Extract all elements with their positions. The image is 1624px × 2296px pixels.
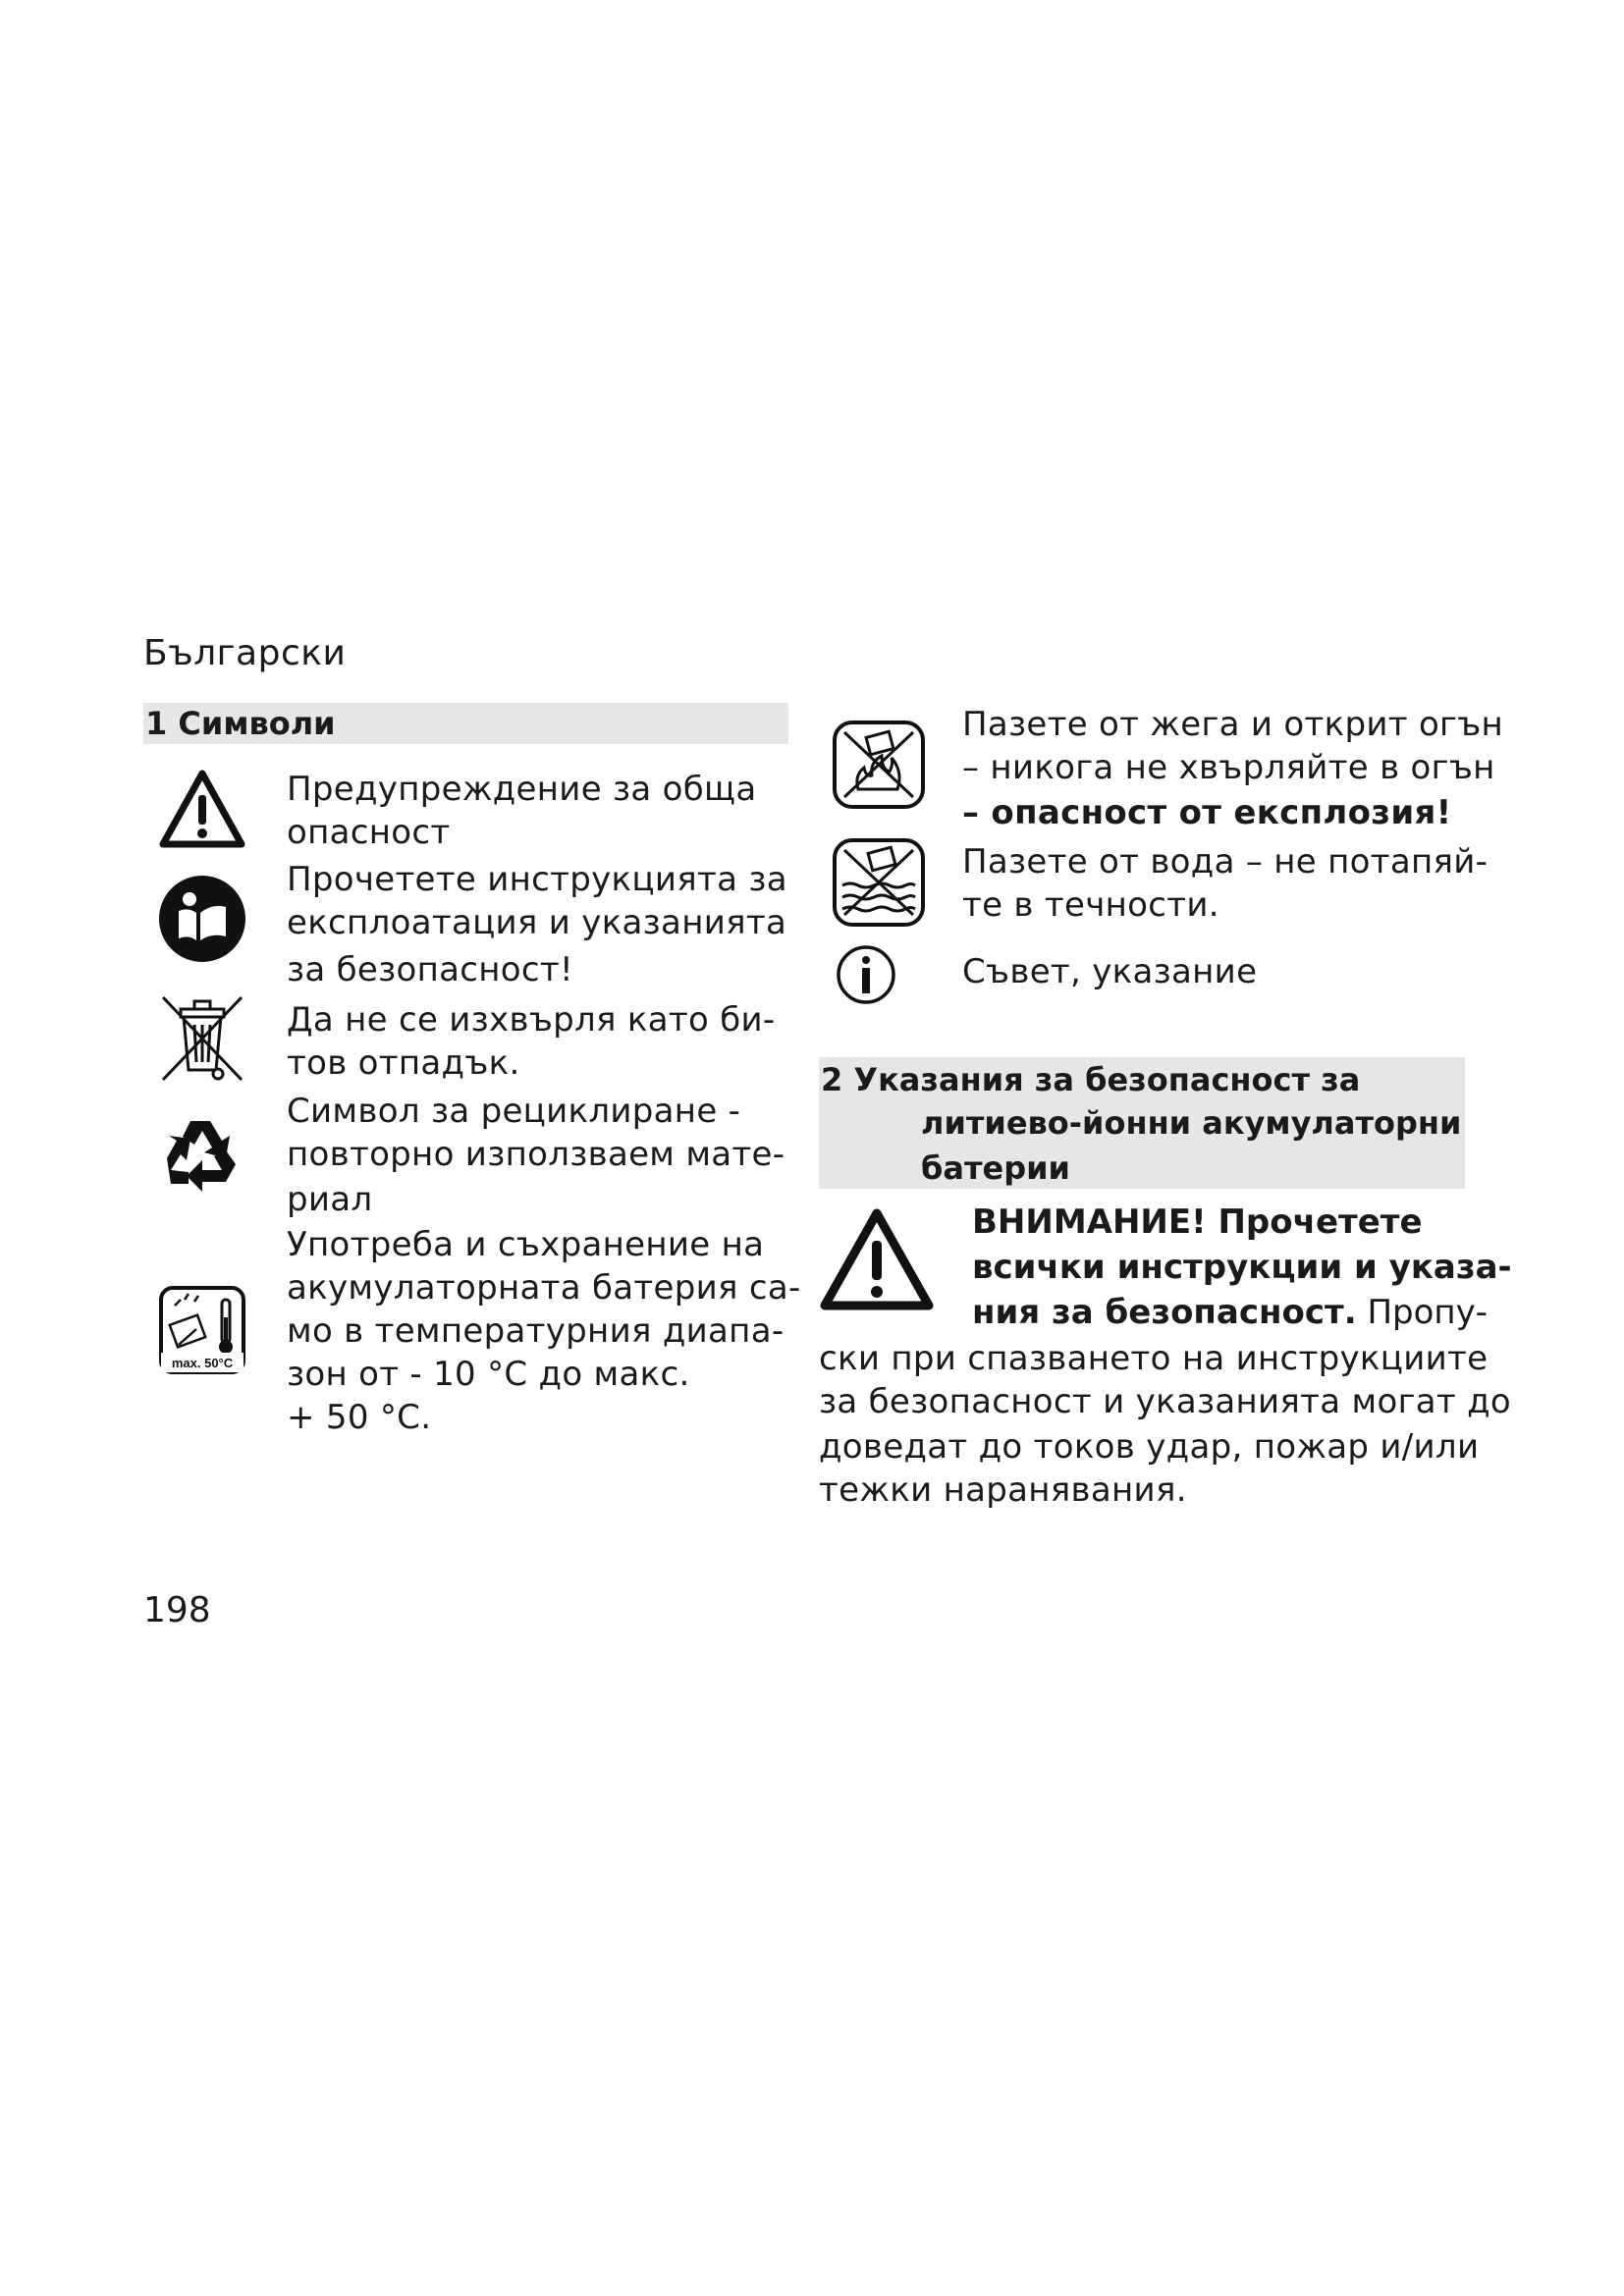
max-temp-label: max. 50°C (171, 1356, 234, 1370)
symbol-text-info: Съвет, указание (962, 952, 1258, 991)
section-2-heading (819, 1057, 1465, 1189)
section-2-title-line-1: 2 Указания за безопасност за (821, 1061, 1361, 1098)
symbol-text-temperature: Употреба и съхранение на акумулаторната батерия са- мо в температурния диапа- зон от - 10 °C до макс. + 50 °C. (287, 1225, 801, 1437)
temperature-battery-icon (157, 1284, 247, 1378)
crossed-bin-icon (157, 991, 247, 1086)
symbol-text-disposal: Да не се изхвърля като би- тов отпадък. (287, 1000, 776, 1083)
recycle-icon (157, 1113, 247, 1201)
symbol-text-no-water: Пазете от вода – не потапяй- те в течности. (962, 842, 1489, 925)
symbol-text-read-manual: Прочетете инструкцията за експлоатация и указанията за безопасност! (287, 860, 787, 989)
page-number: 198 (143, 1590, 211, 1630)
no-fire-icon (831, 719, 927, 811)
warning-body-text: ски при спазването на инструкциите за безопасност и указанията могат до доведат до токов удар, пожар и/или тежки наранявания. (819, 1339, 1511, 1510)
warning-triangle-large-icon (817, 1205, 937, 1313)
no-water-icon (831, 836, 927, 929)
info-icon (835, 944, 897, 1005)
warning-triangle-icon (157, 768, 247, 850)
symbol-text-no-fire: Пазете от жега и открит огън – никога не хвърляйте в огън – опасност от експлозия! (962, 705, 1504, 832)
section-2-title-line-2: литиево-йонни акумулаторни батерии (921, 1104, 1462, 1187)
symbol-text-recycle: Символ за рециклиране - повторно използваем мате- риал (287, 1092, 785, 1219)
language-label: Български (143, 633, 347, 673)
section-1-title: 1 Символи (145, 705, 336, 742)
section-1-heading (143, 703, 788, 744)
symbol-text-warning: Предупреждение за обща опасност (287, 770, 757, 852)
read-manual-icon (157, 874, 247, 964)
warning-heading-text: ВНИМАНИЕ! Прочетете всички инструкции и указа- ния за безопасност. Пропу- (972, 1202, 1512, 1332)
